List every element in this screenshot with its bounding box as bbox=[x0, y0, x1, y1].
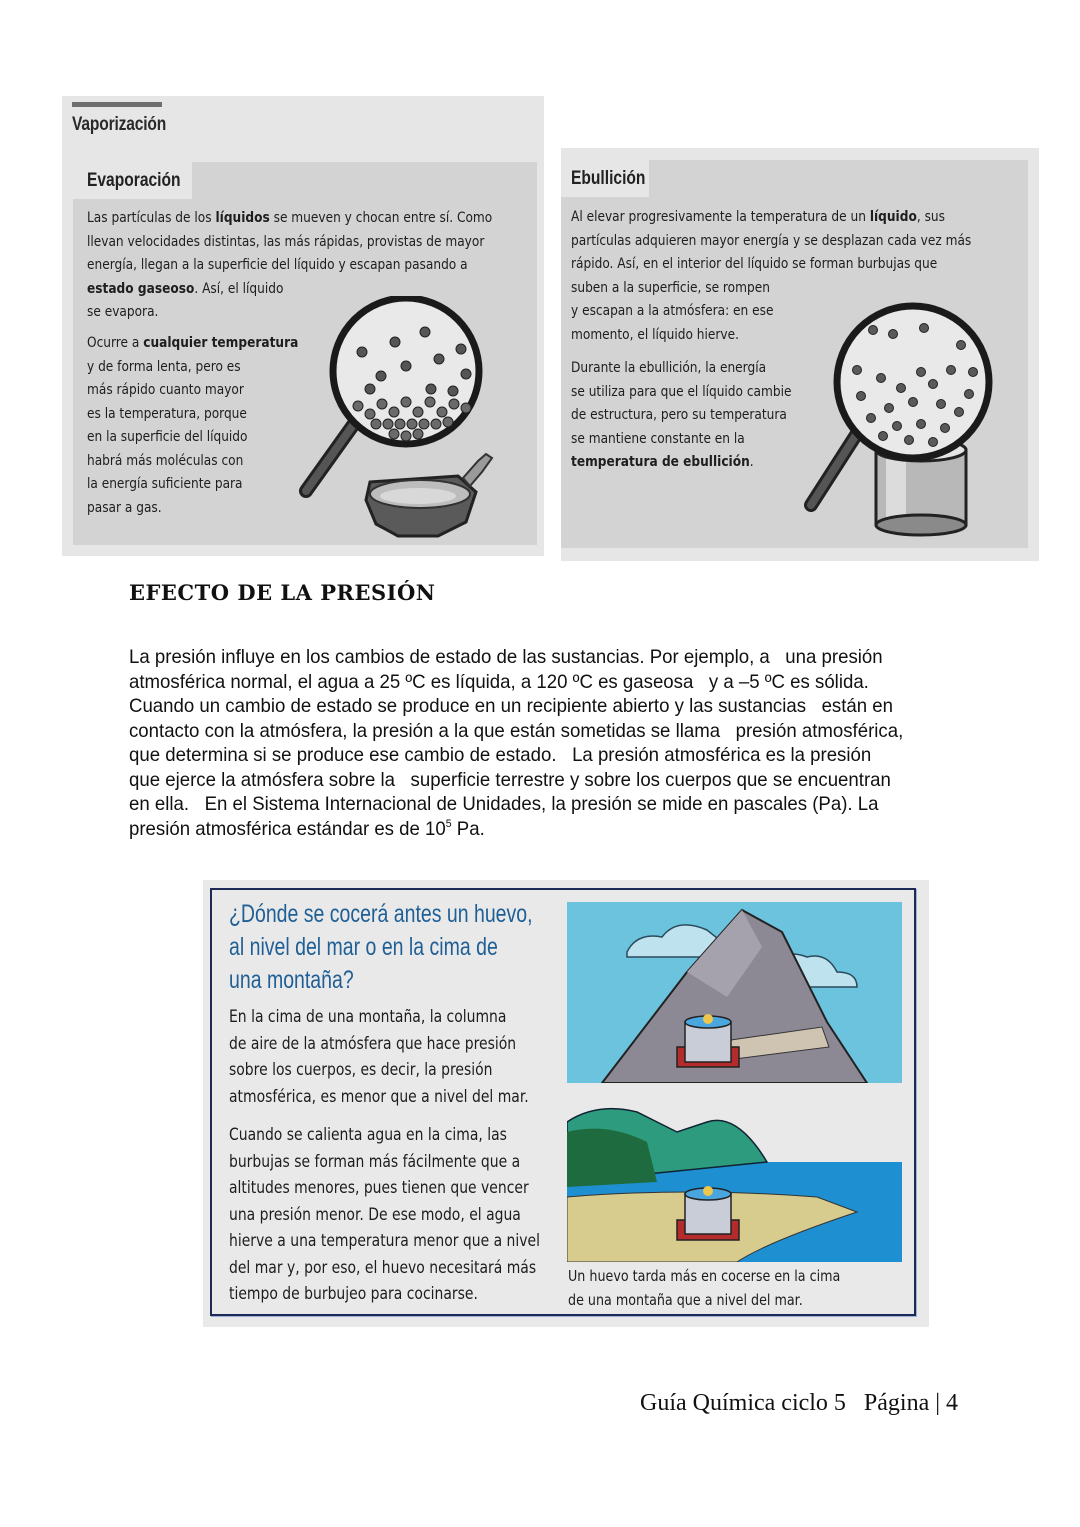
text-line: suben a la superficie, se rompen bbox=[571, 279, 770, 296]
text-line: en la superficie del líquido bbox=[87, 429, 248, 445]
text-line: atmosférica normal, el agua a 25 ºC es líquida, a 120 ºC es gaseosa y a –5 ºC es sólida. bbox=[129, 670, 869, 693]
mountain-pot-illustration bbox=[567, 902, 902, 1083]
text-line: llevan velocidades distintas, las más rápidas, provistas de mayor bbox=[87, 233, 485, 250]
text-line: en ella. En el Sistema Internacional de Unidades, la presión se mide en pascales (Pa). La bbox=[129, 793, 879, 815]
text-line: energía, llegan a la superficie del líquido y escapan pasando a bbox=[87, 257, 468, 273]
huevo-figure bbox=[203, 880, 929, 1327]
text-line: que determina si se produce ese cambio de estado. La presión atmosférica es la presión bbox=[129, 744, 872, 766]
magnifier-dish-illustration bbox=[298, 296, 508, 541]
text-line: presión atmosférica estándar es de $10^5$ Pa. bbox=[129, 817, 485, 840]
magnifier-pot-illustration bbox=[801, 300, 1021, 545]
evaporacion-panel bbox=[73, 162, 537, 545]
section-title: Vaporización bbox=[72, 114, 167, 135]
text-line: una montaña? bbox=[229, 966, 354, 994]
figure-caption bbox=[568, 1265, 840, 1312]
text-line: y escapan a la atmósfera: en ese bbox=[571, 303, 774, 319]
section-heading: EFECTO DE LA PRESIÓN bbox=[129, 580, 436, 605]
evaporacion-tab: Evaporación bbox=[73, 162, 192, 199]
text-line: hierve a una temperatura menor que a nivel bbox=[229, 1231, 540, 1251]
text-line: ¿Dónde se cocerá antes un huevo, bbox=[229, 900, 533, 928]
vaporizacion-figure bbox=[62, 96, 544, 556]
text-line: rápido. Así, en el interior del líquido se forman burbujas que bbox=[571, 256, 938, 272]
text-line: pasar a gas. bbox=[87, 499, 162, 516]
dish-icon bbox=[366, 454, 492, 536]
presion-paragraph bbox=[129, 645, 1009, 841]
text-line: se mantiene constante en la bbox=[571, 430, 745, 447]
text-line: La presión influye en los cambios de estado de las sustancias. Por ejemplo, a una presión bbox=[129, 646, 883, 668]
ebullicion-panel bbox=[561, 160, 1028, 548]
text-line: temperatura de ebullición. bbox=[571, 454, 754, 470]
text-line: que ejerce la atmósfera sobre la superficie terrestre y sobre los cuerpos que se encuentran bbox=[129, 768, 891, 791]
evaporacion-detail bbox=[87, 332, 298, 520]
text-line: de una montaña que a nivel del mar. bbox=[568, 1290, 803, 1309]
text-line: una presión menor. De ese modo, el agua bbox=[229, 1204, 521, 1225]
text-line: del mar y, por eso, el huevo necesitará más bbox=[229, 1257, 537, 1278]
text-line: burbujas se forman más fácilmente que a bbox=[229, 1151, 521, 1172]
text-line: estado gaseoso. Así, el líquido bbox=[87, 280, 284, 297]
text-line: altitudes menores, pues tienen que vencer bbox=[229, 1178, 529, 1198]
text-line: Al elevar progresivamente la temperatura de un líquido, sus bbox=[571, 209, 945, 225]
explanation-paragraph-1 bbox=[229, 1004, 529, 1110]
text-line: tiempo de burbujeo para cocinarse. bbox=[229, 1284, 478, 1304]
text-line: Cuando se calienta agua en la cima, las bbox=[229, 1125, 507, 1145]
text-line: atmosférica, es menor que a nivel del mar. bbox=[229, 1086, 529, 1107]
ebullicion-figure bbox=[561, 148, 1039, 561]
text-line: la energía suficiente para bbox=[87, 476, 243, 492]
text-line: partículas adquieren mayor energía y se desplazan cada vez más bbox=[571, 232, 972, 249]
text-line: momento, el líquido hierve. bbox=[571, 326, 739, 343]
explanation-paragraph-2 bbox=[229, 1122, 540, 1308]
text-line: En la cima de una montaña, la columna bbox=[229, 1007, 507, 1027]
text-line: de estructura, pero su temperatura bbox=[571, 407, 787, 423]
magnifier-lens-icon bbox=[837, 306, 989, 458]
text-line: Durante la ebullición, la energía bbox=[571, 360, 767, 376]
text-line: Las partículas de los líquidos se mueven y chocan entre sí. Como bbox=[87, 210, 493, 226]
text-line: Cuando un cambio de estado se produce en un recipiente abierto y las sustancias están en bbox=[129, 695, 894, 717]
question-title bbox=[229, 898, 533, 997]
text-line: Un huevo tarda más en cocerse en la cima bbox=[568, 1267, 841, 1285]
ebullicion-detail bbox=[571, 357, 791, 475]
text-line: se utiliza para que el líquido cambie bbox=[571, 383, 792, 400]
text-line: de aire de la atmósfera que hace presión bbox=[229, 1033, 517, 1054]
text-line: sobre los cuerpos, es decir, la presión bbox=[229, 1060, 493, 1080]
text-line: se evapora. bbox=[87, 304, 159, 320]
text-line: es la temperatura, porque bbox=[87, 405, 247, 422]
text-line: contacto con la atmósfera, la presión a la que están sometidas se llama presión atmosférica, bbox=[129, 719, 904, 742]
section-accent-bar bbox=[72, 102, 162, 107]
text-line: más rápido cuanto mayor bbox=[87, 382, 244, 398]
text-line: y de forma lenta, pero es bbox=[87, 358, 241, 375]
ebullicion-tab: Ebullición bbox=[561, 160, 649, 197]
text-line: al nivel del mar o en la cima de bbox=[229, 933, 498, 961]
text-line: habrá más moléculas con bbox=[87, 452, 244, 469]
text-line: Ocurre a cualquier temperatura bbox=[87, 335, 299, 351]
page-footer: Guía Química ciclo 5 Página | 4 bbox=[640, 1390, 959, 1416]
beach-pot-illustration bbox=[567, 1102, 902, 1262]
